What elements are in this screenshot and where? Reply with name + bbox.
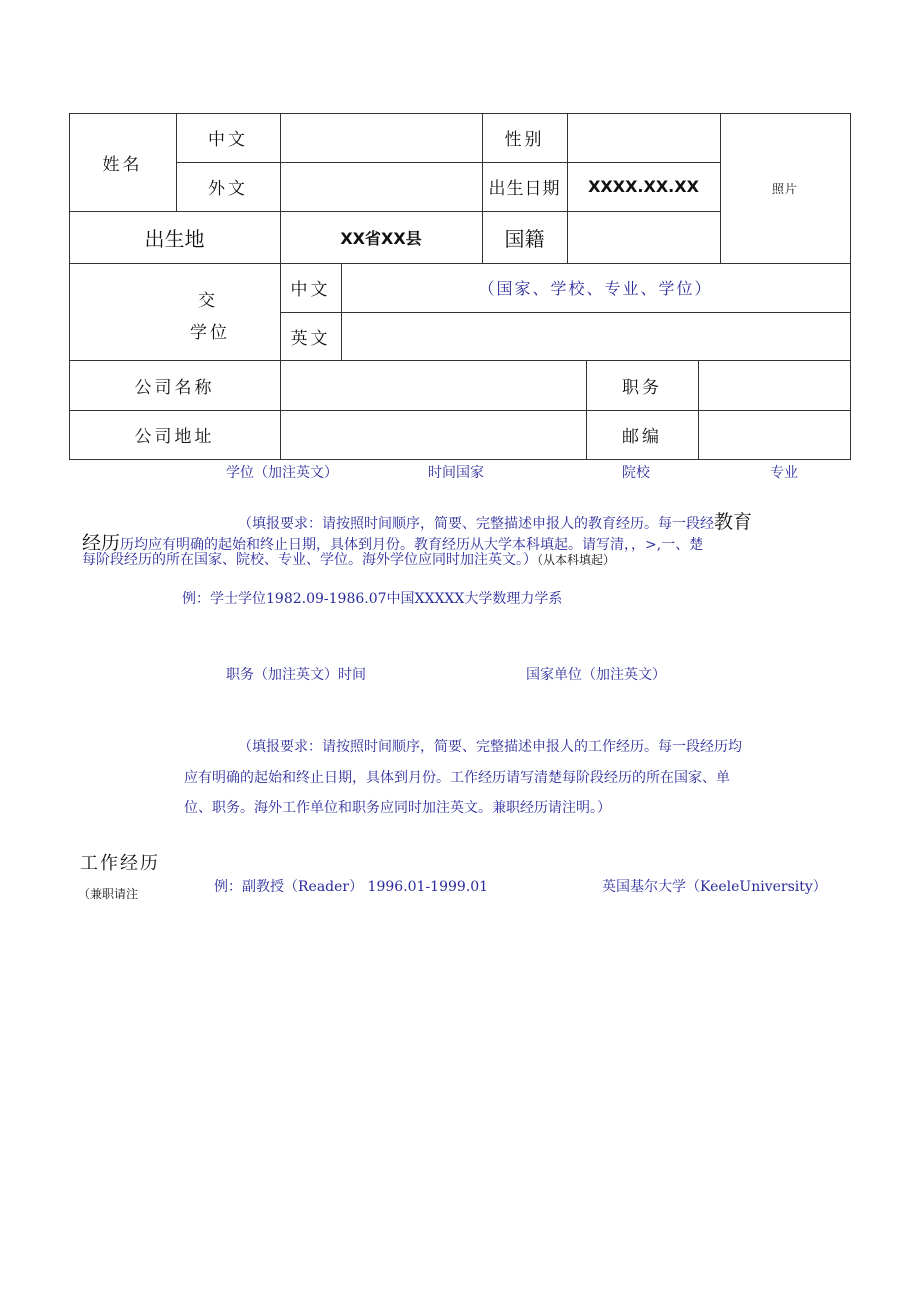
degree-label-top: 交 bbox=[198, 291, 215, 311]
work-example-left: 例：副教授（Reader） 1996.01-1999.01 bbox=[214, 879, 489, 895]
table-border-right bbox=[850, 113, 851, 460]
work-note-line1: （填报要求：请按照时间顺序，简要、完整描述申报人的工作经历。每一段经历均 bbox=[238, 739, 742, 755]
company-name-input[interactable] bbox=[281, 361, 585, 409]
education-example: 例：学士学位1982.09-1986.07中国XXXXX大学数理力学系 bbox=[182, 591, 563, 607]
work-example-right: 英国基尔大学（KeeleUniversity） bbox=[602, 879, 827, 895]
postcode-input[interactable] bbox=[699, 411, 849, 458]
education-note-big: 教育 bbox=[714, 511, 753, 533]
degree-label: 学位 bbox=[190, 323, 230, 343]
birthplace-value[interactable]: XX省XX县 bbox=[340, 228, 422, 248]
education-header-degree: 学位（加注英文） bbox=[226, 465, 338, 481]
nationality-input[interactable] bbox=[568, 212, 719, 262]
education-header-major: 专业 bbox=[770, 465, 798, 481]
work-section-title: 工作经历 bbox=[80, 853, 160, 874]
work-section-sub: （兼职请注 bbox=[78, 887, 139, 901]
postcode-label: 邮编 bbox=[622, 427, 662, 447]
position-label: 职务 bbox=[622, 377, 662, 398]
degree-chinese-value[interactable]: （国家、学校、专业、学位） bbox=[478, 279, 713, 298]
photo-label: 照片 bbox=[771, 182, 798, 196]
degree-english-label: 英文 bbox=[290, 328, 331, 349]
gender-label: 性别 bbox=[504, 130, 545, 150]
education-note-text: 历均应有明确的起始和终止日期，具体到月份。教育经历从大学本科填起。请写清，，>,一、楚 bbox=[120, 537, 704, 553]
degree-chinese-label: 中文 bbox=[290, 280, 331, 300]
birth-date-label: 出生日期 bbox=[488, 179, 561, 199]
company-address-label: 公司地址 bbox=[134, 427, 215, 447]
name-chinese-input[interactable] bbox=[281, 114, 481, 161]
birthplace-label: 出生地 bbox=[144, 226, 205, 251]
education-note-small: （从本科填起） bbox=[537, 553, 616, 567]
work-header-right: 国家单位（加注英文） bbox=[526, 667, 666, 683]
name-chinese-label: 中文 bbox=[208, 130, 248, 150]
position-input[interactable] bbox=[699, 361, 849, 409]
name-label: 姓名 bbox=[102, 155, 143, 175]
work-note-line3: 位、职务。海外工作单位和职务应同时加注英文。兼职经历请注明。） bbox=[184, 800, 611, 816]
gender-input[interactable] bbox=[568, 114, 719, 161]
education-note-big: 经历 bbox=[82, 532, 121, 554]
degree-english-input[interactable] bbox=[342, 313, 849, 359]
nationality-label: 国籍 bbox=[504, 226, 545, 251]
education-header-time-country: 时间国家 bbox=[428, 465, 484, 481]
company-address-input[interactable] bbox=[281, 411, 585, 458]
name-foreign-label: 外文 bbox=[208, 179, 248, 199]
birth-date-value[interactable]: XXXX.XX.XX bbox=[588, 177, 699, 196]
table-border-bottom bbox=[69, 459, 851, 460]
education-note-text: 每阶段经历的所在国家、院校、专业、学位。海外学位应同时加注英文。） bbox=[82, 552, 537, 568]
name-foreign-input[interactable] bbox=[281, 163, 481, 210]
work-header-left: 职务（加注英文）时间 bbox=[226, 667, 366, 683]
company-name-label: 公司名称 bbox=[134, 377, 215, 398]
work-note-line2: 应有明确的起始和终止日期，具体到月份。工作经历请写清楚每阶段经历的所在国家、单 bbox=[184, 770, 730, 786]
education-note-line3 bbox=[82, 549, 615, 569]
education-note-text: （填报要求：请按照时间顺序，简要、完整描述申报人的教育经历。每一段经 bbox=[238, 516, 714, 532]
education-header-school: 院校 bbox=[622, 465, 650, 481]
